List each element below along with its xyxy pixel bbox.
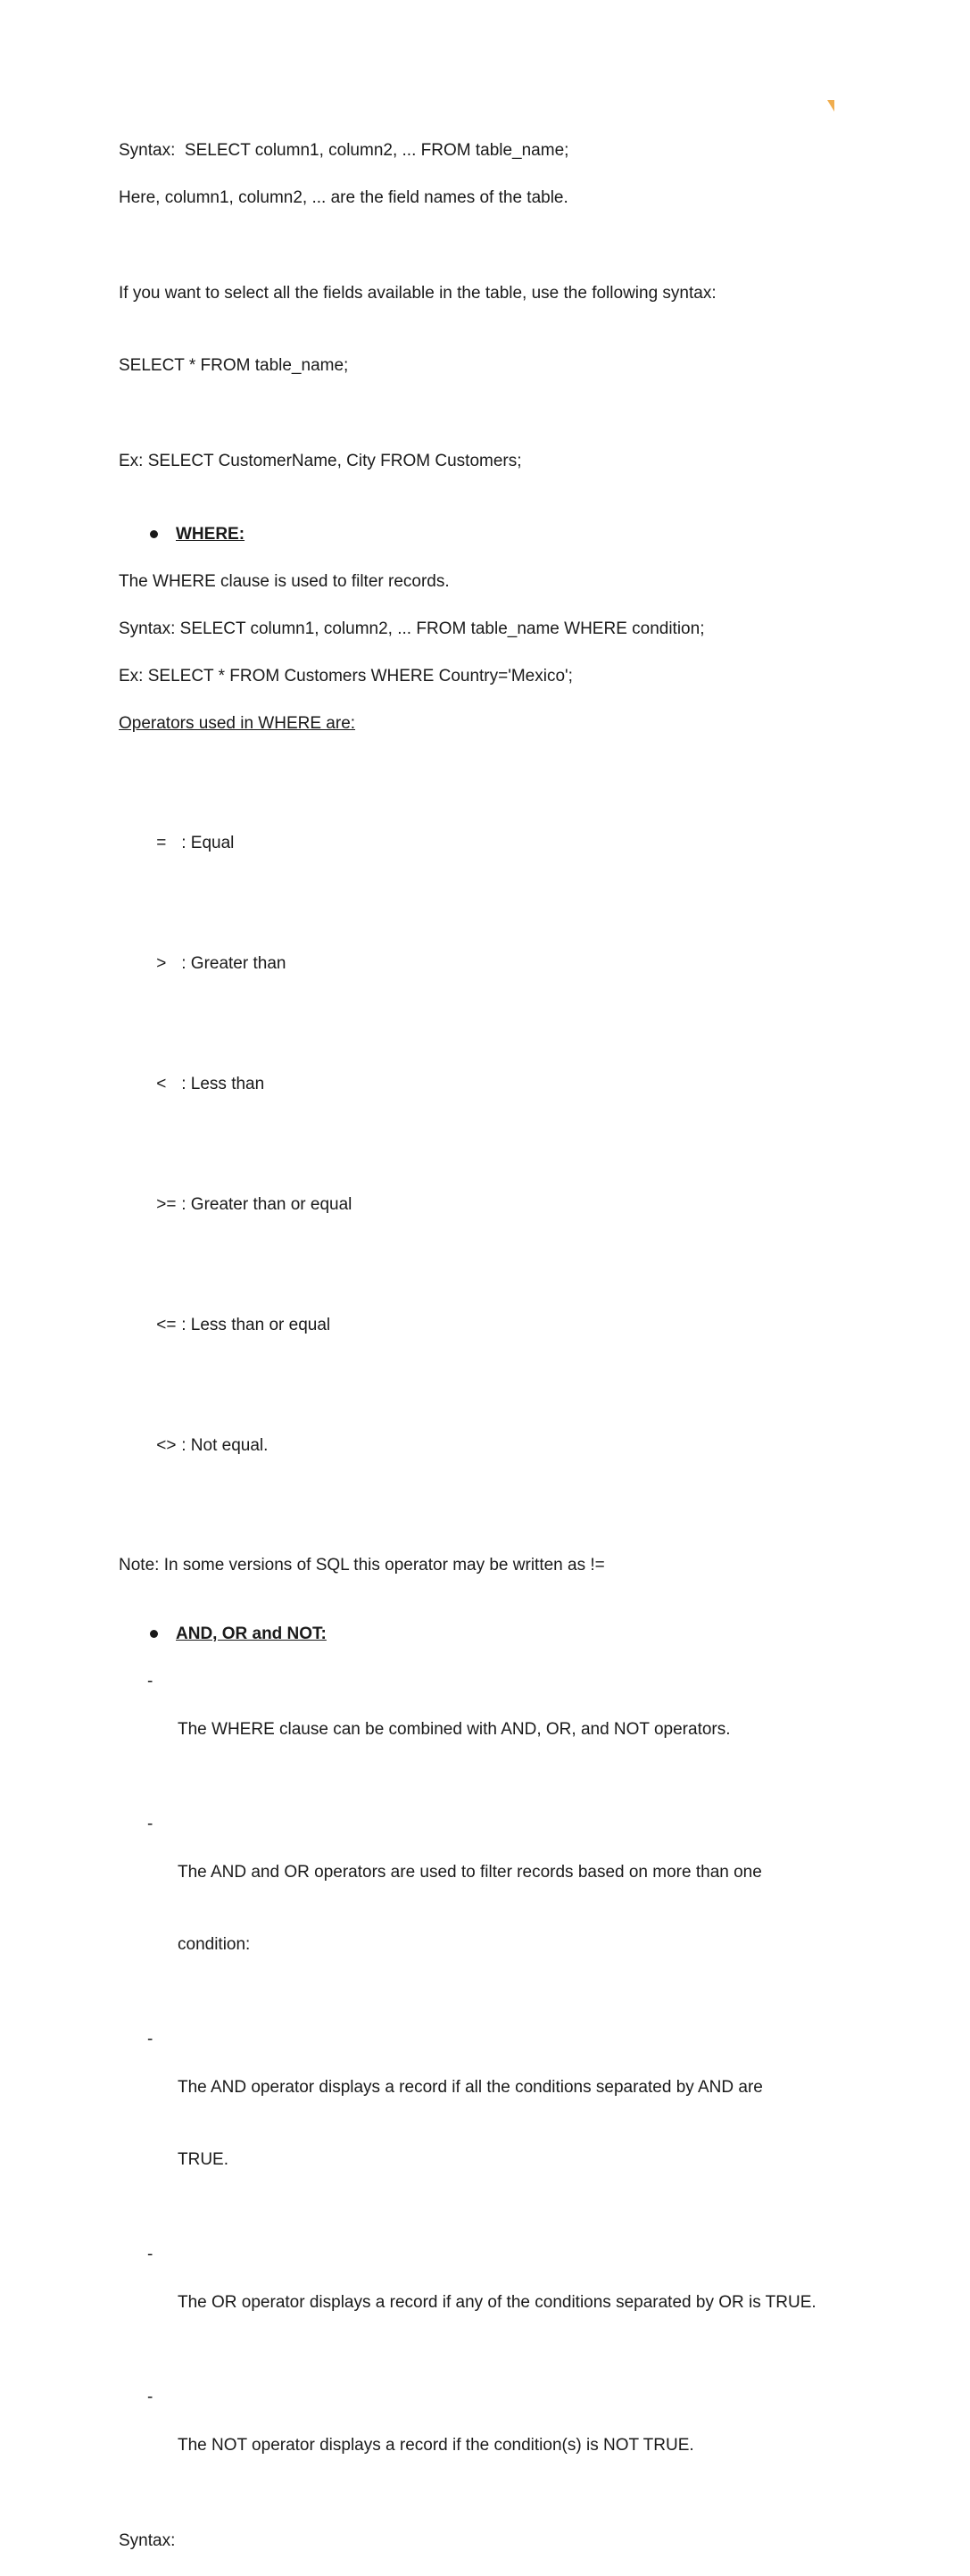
- operator-row: [119, 1289, 859, 1361]
- operator-symbol: <>: [156, 1436, 177, 1455]
- operator-symbol: <=: [156, 1316, 177, 1334]
- dash-icon: -: [147, 2030, 153, 2048]
- select-all-fields-line-2: SELECT * FROM table_name;: [119, 356, 349, 375]
- operator-meaning: : Not equal.: [181, 1436, 269, 1455]
- select-fields-note: Here, column1, column2, ... are the field names of the table.: [119, 188, 568, 207]
- select-example: Ex: SELECT CustomerName, City FROM Customers;: [119, 452, 522, 470]
- list-item: [119, 2027, 859, 2220]
- dash-icon: -: [147, 2245, 153, 2264]
- operator-row: [119, 807, 859, 879]
- list-item: [119, 1812, 859, 2005]
- sql-note: Note: In some versions of SQL this operator may be written as !=: [119, 1556, 605, 1575]
- dash-icon: -: [147, 1672, 153, 1691]
- dash-icon: -: [147, 1815, 153, 1833]
- operator-meaning: : Less than: [181, 1075, 265, 1093]
- list-item-text: [178, 2027, 763, 2220]
- list-item-text: [178, 1669, 731, 1790]
- operator-row: [119, 1048, 859, 1120]
- operator-meaning: : Greater than or equal: [181, 1195, 352, 1214]
- where-example: Ex: SELECT * FROM Customers WHERE Country='Mexico';: [119, 667, 573, 686]
- dash-icon: -: [147, 2388, 153, 2406]
- select-all-fields-paragraph: [119, 233, 859, 426]
- and-or-not-heading: [119, 1622, 859, 1646]
- select-syntax-line: Syntax: SELECT column1, column2, ... FROM table_name;: [119, 141, 569, 160]
- operator-meaning: : Equal: [181, 834, 235, 852]
- list-item-line: condition:: [178, 1935, 251, 1954]
- operator-row: [119, 927, 859, 1000]
- comment-marker-icon[interactable]: [827, 100, 834, 112]
- operator-row: [119, 1168, 859, 1241]
- list-item: [119, 2385, 859, 2505]
- list-item-line: The WHERE clause can be combined with AND, OR, and NOT operators.: [178, 1720, 731, 1739]
- operator-symbol: >: [156, 954, 167, 973]
- operator-meaning: : Less than or equal: [181, 1316, 331, 1334]
- operators-list: [119, 759, 859, 1530]
- list-item-line: The NOT operator displays a record if the condition(s) is NOT TRUE.: [178, 2436, 694, 2455]
- where-syntax-line: Syntax: SELECT column1, column2, ... FROM table_name WHERE condition;: [119, 619, 705, 638]
- list-item: [119, 2242, 859, 2363]
- where-heading-label: WHERE:: [176, 525, 245, 544]
- operator-row: [119, 1409, 859, 1482]
- list-item-text: [178, 2242, 817, 2363]
- select-all-fields-line-1: If you want to select all the fields available in the table, use the following syntax:: [119, 284, 717, 303]
- where-description: The WHERE clause is used to filter records.: [119, 572, 450, 591]
- document-content: [119, 138, 859, 2576]
- syntax-label: Syntax:: [119, 2531, 176, 2550]
- where-heading: [119, 522, 859, 546]
- operator-symbol: =: [156, 834, 167, 852]
- operator-meaning: : Greater than: [181, 954, 286, 973]
- operator-symbol: <: [156, 1075, 167, 1093]
- list-item-line: The OR operator displays a record if any of the conditions separated by OR is TRUE.: [178, 2293, 817, 2312]
- operator-symbol: >=: [156, 1195, 177, 1214]
- list-item-text: [178, 1812, 762, 2005]
- operators-heading: Operators used in WHERE are:: [119, 714, 356, 733]
- list-item-line: TRUE.: [178, 2150, 228, 2169]
- list-item: [119, 1669, 859, 1790]
- list-item-line: The AND and OR operators are used to filter records based on more than one: [178, 1863, 762, 1882]
- list-item-text: [178, 2385, 694, 2505]
- list-item-line: The AND operator displays a record if all the conditions separated by AND are: [178, 2078, 763, 2097]
- and-or-not-heading-label: AND, OR and NOT:: [176, 1625, 327, 1643]
